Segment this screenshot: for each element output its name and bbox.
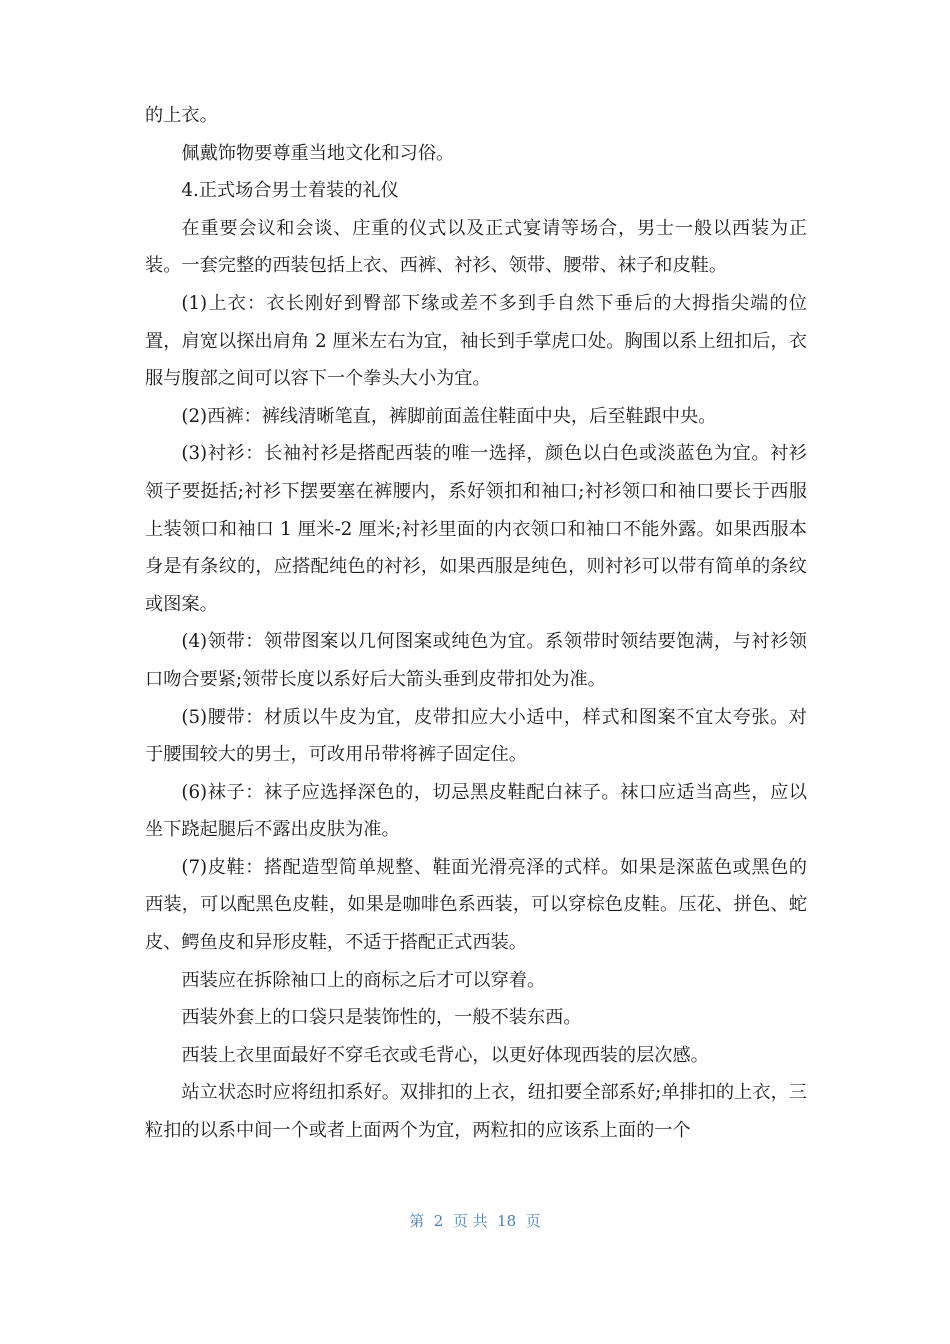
paragraph-tie: (4)领带：领带图案以几何图案或纯色为宜。系领带时领结要饱满，与衬衫领口吻合要紧;领带长度以系好后大箭头垂到皮带扣处为准。	[145, 631, 807, 690]
paragraph-trousers: (2)西裤：裤线清晰笔直，裤脚前面盖住鞋面中央，后至鞋跟中央。	[181, 405, 717, 427]
paragraph-shoes: (7)皮鞋：搭配造型简单规整、鞋面光滑亮泽的式样。如果是深蓝色或黑色的西装，可以配黑色皮鞋，如果是咖啡色系西装，可以穿棕色皮鞋。压花、拼色、蛇皮、鳄鱼皮和异形皮鞋，不适于搭配正式西装。	[145, 856, 807, 954]
paragraph: 西装外套上的口袋只是装饰性的，一般不装东西。	[181, 1007, 582, 1029]
paragraph-shirt: (3)衬衫：长袖衬衫是搭配西装的唯一选择，颜色以白色或淡蓝色为宜。衬衫领子要挺括;衬衫下摆要塞在裤腰内，系好领扣和袖口;衬衫领口和袖口要长于西服上装领口和袖口 1 厘米-2 厘米;衬衫里面的内衣领口和袖口不能外露。如果西服本身是有条纹的，应搭配纯色的衬衫，如果西服是纯色，则衬衫可以带有简单的条纹或图案。	[145, 443, 807, 615]
paragraph: 西装上衣里面最好不穿毛衣或毛背心，以更好体现西装的层次感。	[181, 1044, 709, 1066]
page-number-footer: 第 2 页 共 18 页	[409, 1212, 541, 1230]
paragraph-belt: (5)腰带：材质以牛皮为宜，皮带扣应大小适中，样式和图案不宜太夸张。对于腰围较大的男士，可改用吊带将裤子固定住。	[145, 706, 807, 766]
paragraph: 佩戴饰物要尊重当地文化和习俗。	[181, 142, 455, 164]
section-heading: 4.正式场合男士着装的礼仪	[181, 180, 399, 202]
paragraph: 西装应在拆除袖口上的商标之后才可以穿着。	[181, 969, 546, 991]
paragraph: 在重要会议和会谈、庄重的仪式以及正式宴请等场合，男士一般以西装为正装。一套完整的西装包括上衣、西裤、衬衫、领带、腰带、袜子和皮鞋。	[145, 217, 807, 277]
paragraph: 站立状态时应将纽扣系好。双排扣的上衣，纽扣要全部系好;单排扣的上衣，三粒扣的以系中间一个或者上面两个为宜，两粒扣的应该系上面的一个	[145, 1082, 807, 1142]
document-body	[145, 97, 807, 1150]
paragraph-socks: (6)袜子：袜子应选择深色的，切忌黑皮鞋配白袜子。袜口应适当高些，应以坐下跷起腿后不露出皮肤为准。	[145, 781, 807, 841]
paragraph: 的上衣。	[145, 105, 218, 126]
paragraph-jacket: (1)上衣：衣长刚好到臀部下缘或差不多到手自然下垂后的大拇指尖端的位置，肩宽以探出肩角 2 厘米左右为宜，袖长到手掌虎口处。胸围以系上纽扣后，衣服与腹部之间可以容下一个拳头大小为宜。	[145, 292, 807, 390]
